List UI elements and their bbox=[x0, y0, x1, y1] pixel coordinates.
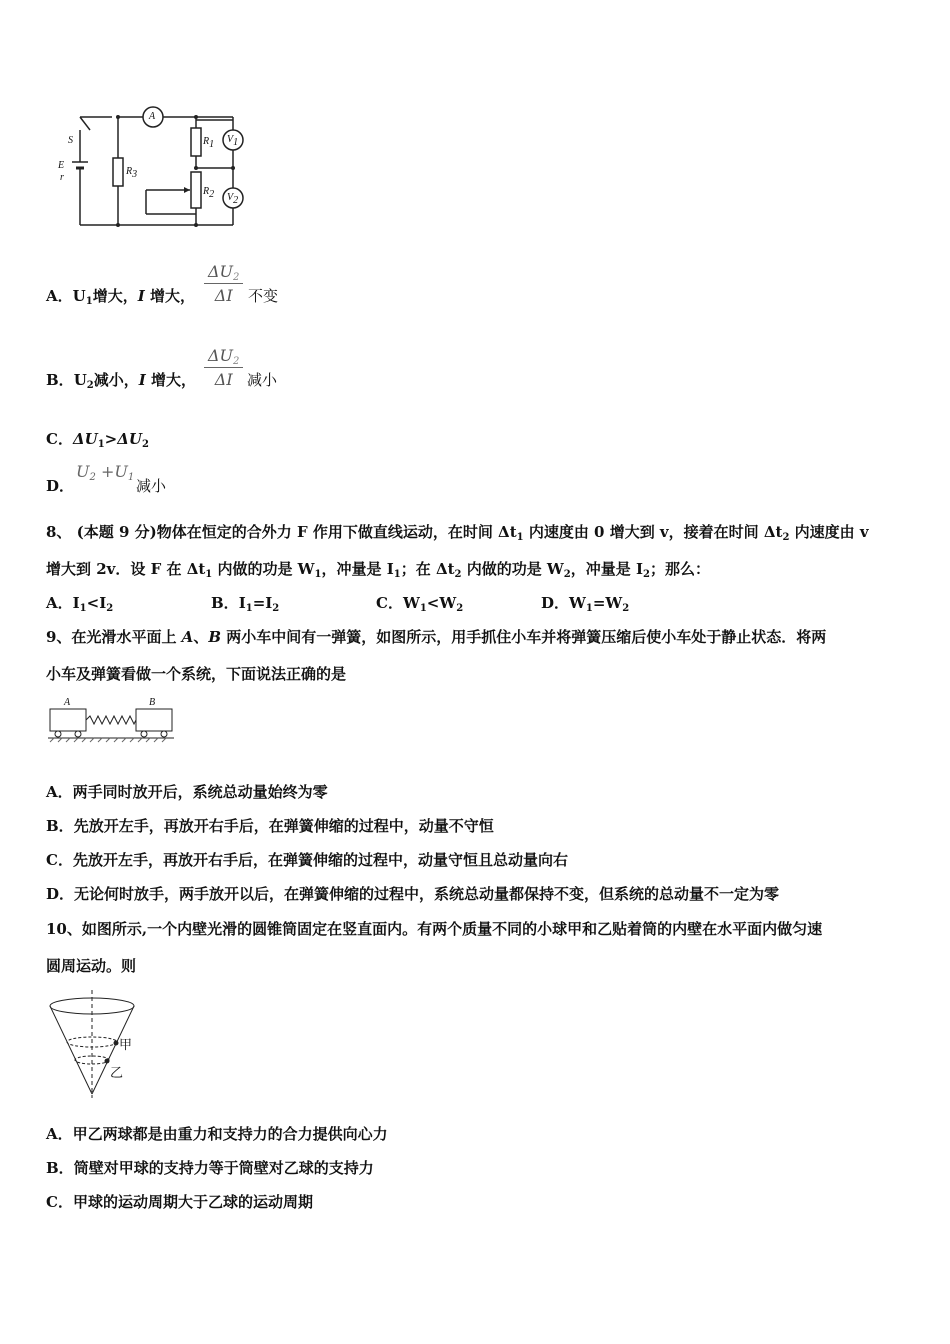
cone-figure bbox=[46, 988, 146, 1100]
circuit-diagram bbox=[50, 100, 270, 235]
q10-stem-line2: 圆周运动。则 bbox=[46, 957, 137, 975]
v1-label: $V_1$ bbox=[227, 134, 239, 148]
q9-stem-line2: 小车及弹簧看做一个系统，下面说法正确的是 bbox=[46, 665, 347, 683]
q7-option-d-suffix: 减小 bbox=[136, 477, 167, 495]
ball-jia-label: 甲 bbox=[119, 1038, 133, 1053]
q9-stem-line1: 9、在光滑水平面上 A、B 两小车中间有一弹簧，如图所示，用手抓住小车并将弹簧压缩后使小车处于静止状态．将两 bbox=[46, 628, 827, 646]
q7-option-d-expression: $U_2 +U_1$ bbox=[76, 462, 135, 483]
q10-option-a: A．甲乙两球都是由重力和支持力的合力提供向心力 bbox=[46, 1125, 388, 1143]
q7-option-c: C．$\Delta U_1>\Delta U_2$ bbox=[46, 430, 149, 450]
q10-option-b: B．筒壁对甲球的支持力等于筒壁对乙球的支持力 bbox=[46, 1159, 374, 1177]
q9-option-c: C．先放开左手，再放开右手后，在弹簧伸缩的过程中，动量守恒且总动量向右 bbox=[46, 851, 568, 869]
emf-label: E bbox=[58, 160, 65, 171]
v2-label: $V_2$ bbox=[227, 192, 239, 206]
q7-option-a-fraction: $\frac{\Delta U_2}{\Delta I}$ bbox=[204, 262, 243, 305]
r1-label: $R_1$ bbox=[203, 136, 215, 150]
circuit-svg bbox=[50, 100, 270, 235]
q8-stem-line2: 增大到 2v．设 F 在 $\Delta t_1$ 内做的功是 $W_1$，冲量是 $I_1$；在 $\Delta t_2$ 内做的功是 $W_2$，冲量是 $I_2$；那么： bbox=[46, 560, 710, 580]
q8-option-b: B．$I_1=I_2$ bbox=[211, 594, 280, 614]
q8-option-c: C．$W_1<W_2$ bbox=[376, 594, 464, 614]
q7-option-d-letter: D． bbox=[46, 477, 75, 495]
q8-stem-line1: 8、 (本题 9 分)物体在恒定的合外力 F 作用下做直线运动，在时间 $\Delta t_1$ 内速度由 0 增大到 v，接着在时间 $\Delta t_2$ 内速度由 v bbox=[46, 523, 869, 543]
q7-option-a: A．$U_1$增大，I 增大， bbox=[46, 287, 195, 307]
q9-option-a: A．两手同时放开后，系统总动量始终为零 bbox=[46, 783, 328, 801]
r3-label: $R_3$ bbox=[126, 166, 138, 180]
cart-a-label: A bbox=[64, 697, 71, 708]
q7-option-b-suffix: 减小 bbox=[247, 371, 278, 389]
internal-r-label: r bbox=[60, 172, 64, 183]
q8-option-a: A．$I_1<I_2$ bbox=[46, 594, 114, 614]
spring-carts-figure bbox=[46, 697, 176, 747]
q9-option-d: D．无论何时放手，两手放开以后，在弹簧伸缩的过程中，系统总动量都保持不变，但系统的总动量不一定为零 bbox=[46, 885, 780, 903]
q7-option-a-suffix: 不变 bbox=[248, 287, 279, 305]
q10-option-c: C．甲球的运动周期大于乙球的运动周期 bbox=[46, 1193, 313, 1211]
q7-option-b: B．$U_2$减小，I 增大， bbox=[46, 371, 197, 391]
ammeter-label: A bbox=[149, 111, 156, 122]
ball-yi-label: 乙 bbox=[110, 1066, 124, 1081]
r2-label: $R_2$ bbox=[203, 186, 215, 200]
q7-option-b-fraction: $\frac{\Delta U_2}{\Delta I}$ bbox=[204, 346, 243, 389]
cart-b-label: B bbox=[149, 697, 156, 708]
q8-option-d: D．$W_1=W_2$ bbox=[541, 594, 630, 614]
q9-option-b: B．先放开左手，再放开右手后，在弹簧伸缩的过程中，动量不守恒 bbox=[46, 817, 494, 835]
q10-stem-line1: 10、如图所示,一个内壁光滑的圆锥筒固定在竖直面内。有两个质量不同的小球甲和乙贴着筒的内壁在水平面内做匀速 bbox=[46, 920, 823, 938]
switch-label: S bbox=[68, 135, 73, 146]
